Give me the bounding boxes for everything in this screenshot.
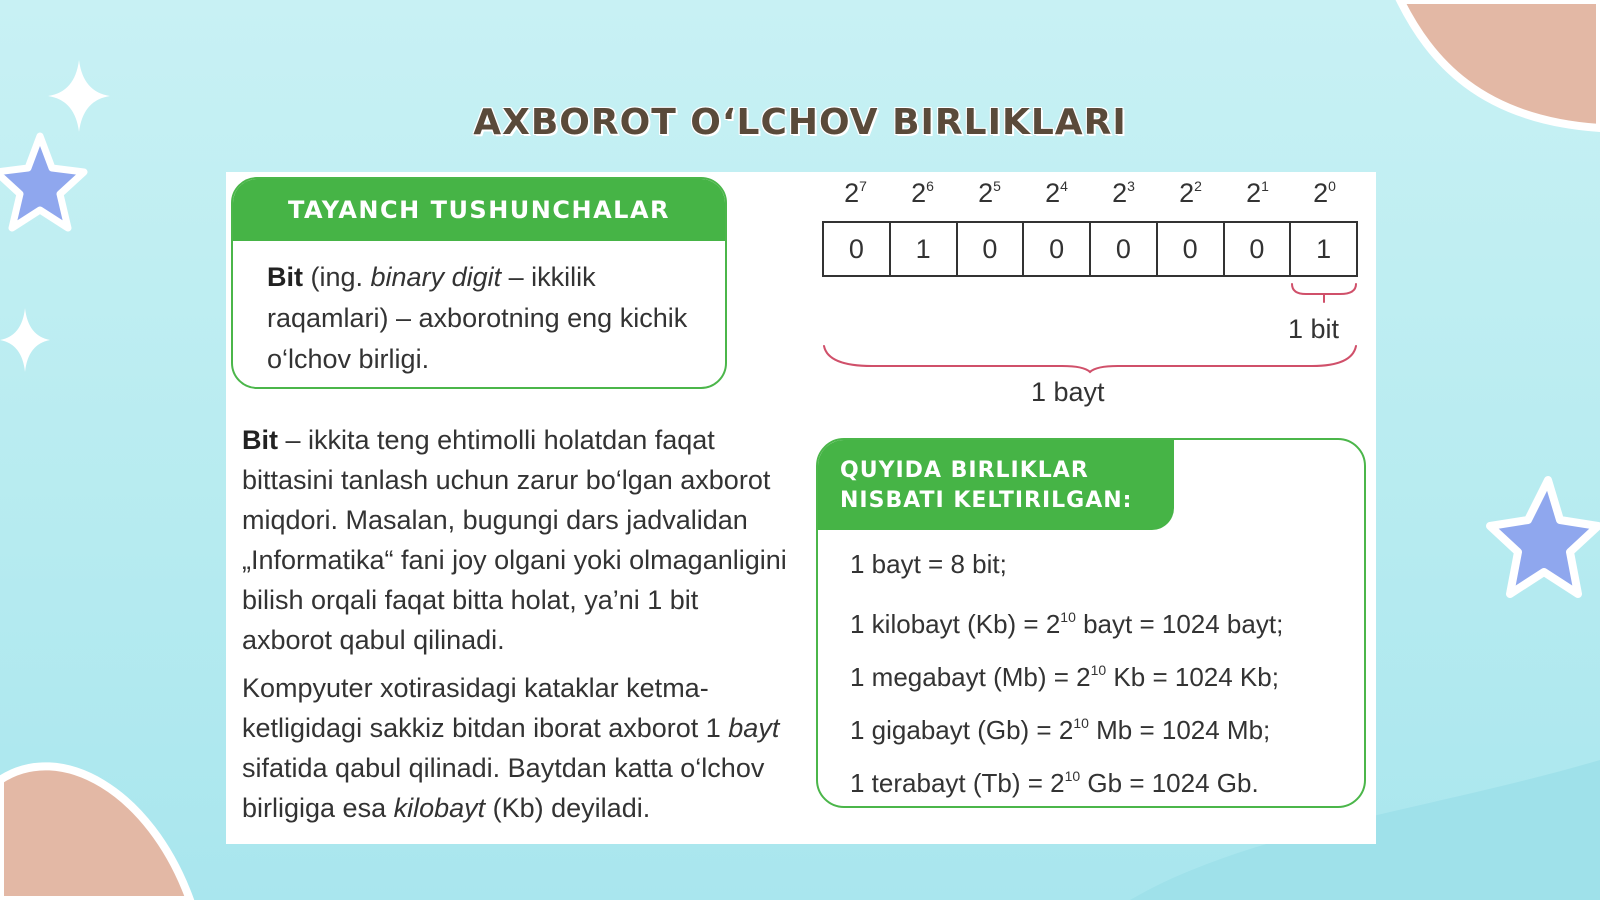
paragraph-byte-definition: Kompyuter xotirasidagi kataklar ketma-ketligidagi sakkiz bitdan iborat axborot 1 bayt sifatida qabul qilinadi. Baytdan katta o‘lchov birligiga esa kilobayt (Kb) deyiladi. — [242, 673, 780, 823]
ratio-line: 1 bayt = 8 bit; — [850, 549, 1007, 579]
key-concepts-header: TAYANCH TUSHUNCHALAR — [233, 179, 725, 241]
byte-label: 1 bayt — [1031, 377, 1105, 407]
unit-ratios-header: QUYIDA BIRLIKLAR NISBATI KELTIRILGAN: — [818, 440, 1174, 530]
bit-cell: 0 — [1089, 223, 1156, 275]
star-icon — [1480, 470, 1600, 620]
powers-row — [822, 174, 1358, 214]
ratio-line: 1 kilobayt $(Kb) = 2^{10}$ bayt = 1024 bayt; — [850, 609, 1284, 639]
power-label: $2^7$ — [844, 178, 867, 208]
key-concepts-box — [231, 177, 727, 389]
unit-ratios-list — [850, 544, 1283, 808]
ratio-line: 1 megabayt $(Mb) = 2^{10}$ Kb = 1024 Kb; — [850, 662, 1279, 692]
bit-cell: 0 — [1156, 223, 1223, 275]
power-label: $2^0$ — [1313, 178, 1336, 208]
ratio-line: 1 terabayt $(Tb) = 2^{10}$ Gb = 1024 Gb. — [850, 768, 1259, 798]
power-label: $2^5$ — [978, 178, 1001, 208]
power-label: $2^2$ — [1179, 178, 1202, 208]
power-label: $2^1$ — [1246, 178, 1269, 208]
power-label: $2^6$ — [911, 178, 934, 208]
content-panel — [226, 172, 1376, 844]
key-concepts-text: Bit (ing. binary digit – ikkilik raqamlari) – axborotning eng kichik o‘lchov birligi. — [267, 262, 688, 374]
bit-label: 1 bit — [1288, 314, 1340, 344]
unit-ratios-box — [816, 438, 1366, 808]
page-title: AXBOROT O‘LCHOV BIRLIKLARI — [473, 102, 1127, 144]
bit-brace — [1292, 284, 1356, 302]
star-icon — [0, 128, 90, 238]
brace-diagram — [822, 280, 1362, 380]
byte-brace — [824, 346, 1356, 372]
bit-cell: 0 — [956, 223, 1023, 275]
paragraph-bit-definition: Bit – ikkita teng ehtimolli holatdan faqat bittasini tanlash uchun zarur bo‘lgan axborot miqdori. Masalan, bugungi dars jadvalidan „Informatika“ fani joy olgani yoki olmaganligini bilish orqali faqat bitta holat, ya’ni 1 bit axborot qabul qilinadi. — [242, 425, 787, 655]
term-bit: Bit — [267, 262, 303, 292]
bit-cell: 0 — [1223, 223, 1290, 275]
bit-cell: 1 — [1289, 223, 1356, 275]
bit-cell: 1 — [889, 223, 956, 275]
ratio-line: 1 gigabayt $(Gb) = 2^{10}$ Mb = 1024 Mb; — [850, 715, 1271, 745]
bit-cells — [822, 221, 1358, 277]
bit-cell: 0 — [1022, 223, 1089, 275]
power-label: $2^3$ — [1112, 178, 1135, 208]
bit-cell: 0 — [848, 234, 864, 264]
sparkle-icon — [0, 308, 50, 372]
power-label: $2^4$ — [1045, 178, 1068, 208]
decoration-leaf-bottom-left — [0, 750, 200, 900]
